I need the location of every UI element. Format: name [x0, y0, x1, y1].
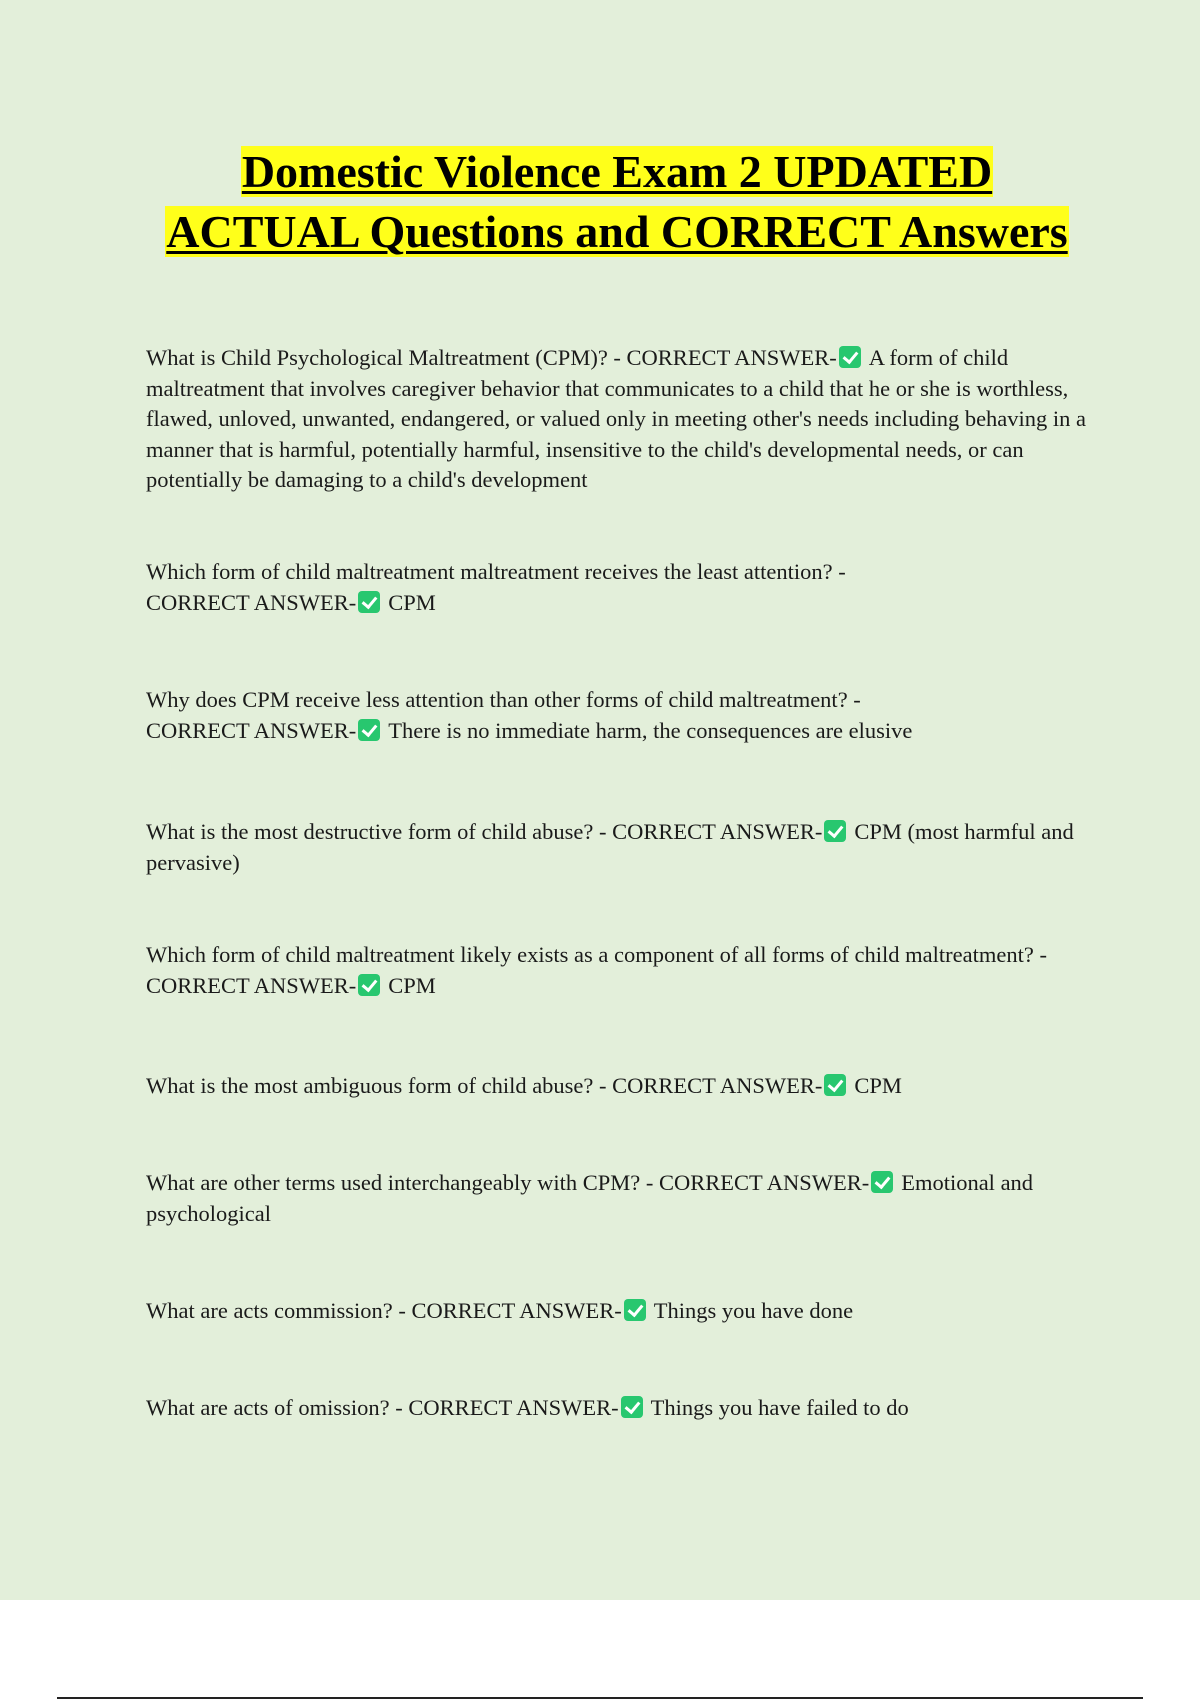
- question-text: Which form of child maltreatment maltreatment receives the least attention? -: [146, 559, 846, 584]
- question-text: What is Child Psychological Maltreatment (CPM)? -: [146, 345, 627, 370]
- answer-text: Things you have done: [653, 1298, 854, 1323]
- answer-marker: CORRECT ANSWER-: [408, 1395, 619, 1420]
- qa-item: [146, 940, 1096, 1001]
- check-box-icon: [871, 1171, 893, 1193]
- check-box-icon: [824, 820, 846, 842]
- answer-marker: CORRECT ANSWER-: [658, 1170, 870, 1195]
- answer-marker: CORRECT ANSWER-: [146, 972, 357, 998]
- check-box-icon: [839, 346, 861, 368]
- question-text: What are acts commission? -: [146, 1298, 412, 1323]
- check-box-icon: [358, 591, 380, 613]
- answer-text: There is no immediate harm, the consequences are elusive: [388, 717, 913, 743]
- qa-item: [146, 1071, 1096, 1102]
- question-text: Which form of child maltreatment likely exists as a component of all forms of child maltreatment? -: [146, 942, 1047, 967]
- qa-item: [146, 557, 1096, 618]
- check-box-icon: [624, 1299, 646, 1321]
- qa-item: [146, 685, 1096, 746]
- answer-marker: CORRECT ANSWER-: [146, 717, 357, 743]
- answer-text: Things you have failed to do: [650, 1395, 909, 1420]
- check-box-icon: [621, 1396, 643, 1418]
- question-text: What are other terms used interchangeably with CPM? -: [146, 1170, 659, 1195]
- answer-marker: CORRECT ANSWER-: [612, 1073, 823, 1098]
- answer-text: CPM: [854, 1073, 902, 1098]
- question-text: What is the most destructive form of child abuse? -: [146, 819, 613, 844]
- check-box-icon: [358, 974, 380, 996]
- answer-text: CPM (most harmful and pervasive): [146, 819, 1074, 875]
- answer-marker: CORRECT ANSWER-: [626, 345, 837, 370]
- check-box-icon: [824, 1074, 846, 1096]
- answer-text: A form of child maltreatment that involves caregiver behavior that communicates to a child that he or she is worthless, flawed, unloved, unwanted, endangered, or valued only in meeting other's needs including behaving in a manner that is harmful, potentially harmful, insensitive to the child's developmental needs, or can potentially be damaging to a child's development: [146, 345, 1087, 492]
- qa-item: [146, 1168, 1096, 1229]
- title-block: [150, 142, 1084, 262]
- qa-item: [146, 817, 1096, 878]
- footer-rule: [57, 1697, 1143, 1699]
- qa-item: [146, 1296, 1096, 1327]
- answer-text: Emotional and psychological: [146, 1170, 1034, 1226]
- answer-marker: CORRECT ANSWER-: [411, 1298, 622, 1323]
- question-text: Why does CPM receive less attention than other forms of child maltreatment? -: [146, 687, 861, 712]
- question-text: What is the most ambiguous form of child abuse? -: [146, 1073, 613, 1098]
- answer-marker: CORRECT ANSWER-: [612, 819, 823, 844]
- check-box-icon: [358, 719, 380, 741]
- question-text: What are acts of omission? -: [146, 1395, 409, 1420]
- qa-item: [146, 1393, 1096, 1424]
- answer-marker: CORRECT ANSWER-: [146, 589, 357, 615]
- qa-item: [146, 343, 1096, 496]
- answer-text: CPM: [388, 589, 436, 615]
- answer-text: CPM: [388, 972, 436, 998]
- document-title: Domestic Violence Exam 2 UPDATED ACTUAL Questions and CORRECT Answers: [166, 146, 1068, 257]
